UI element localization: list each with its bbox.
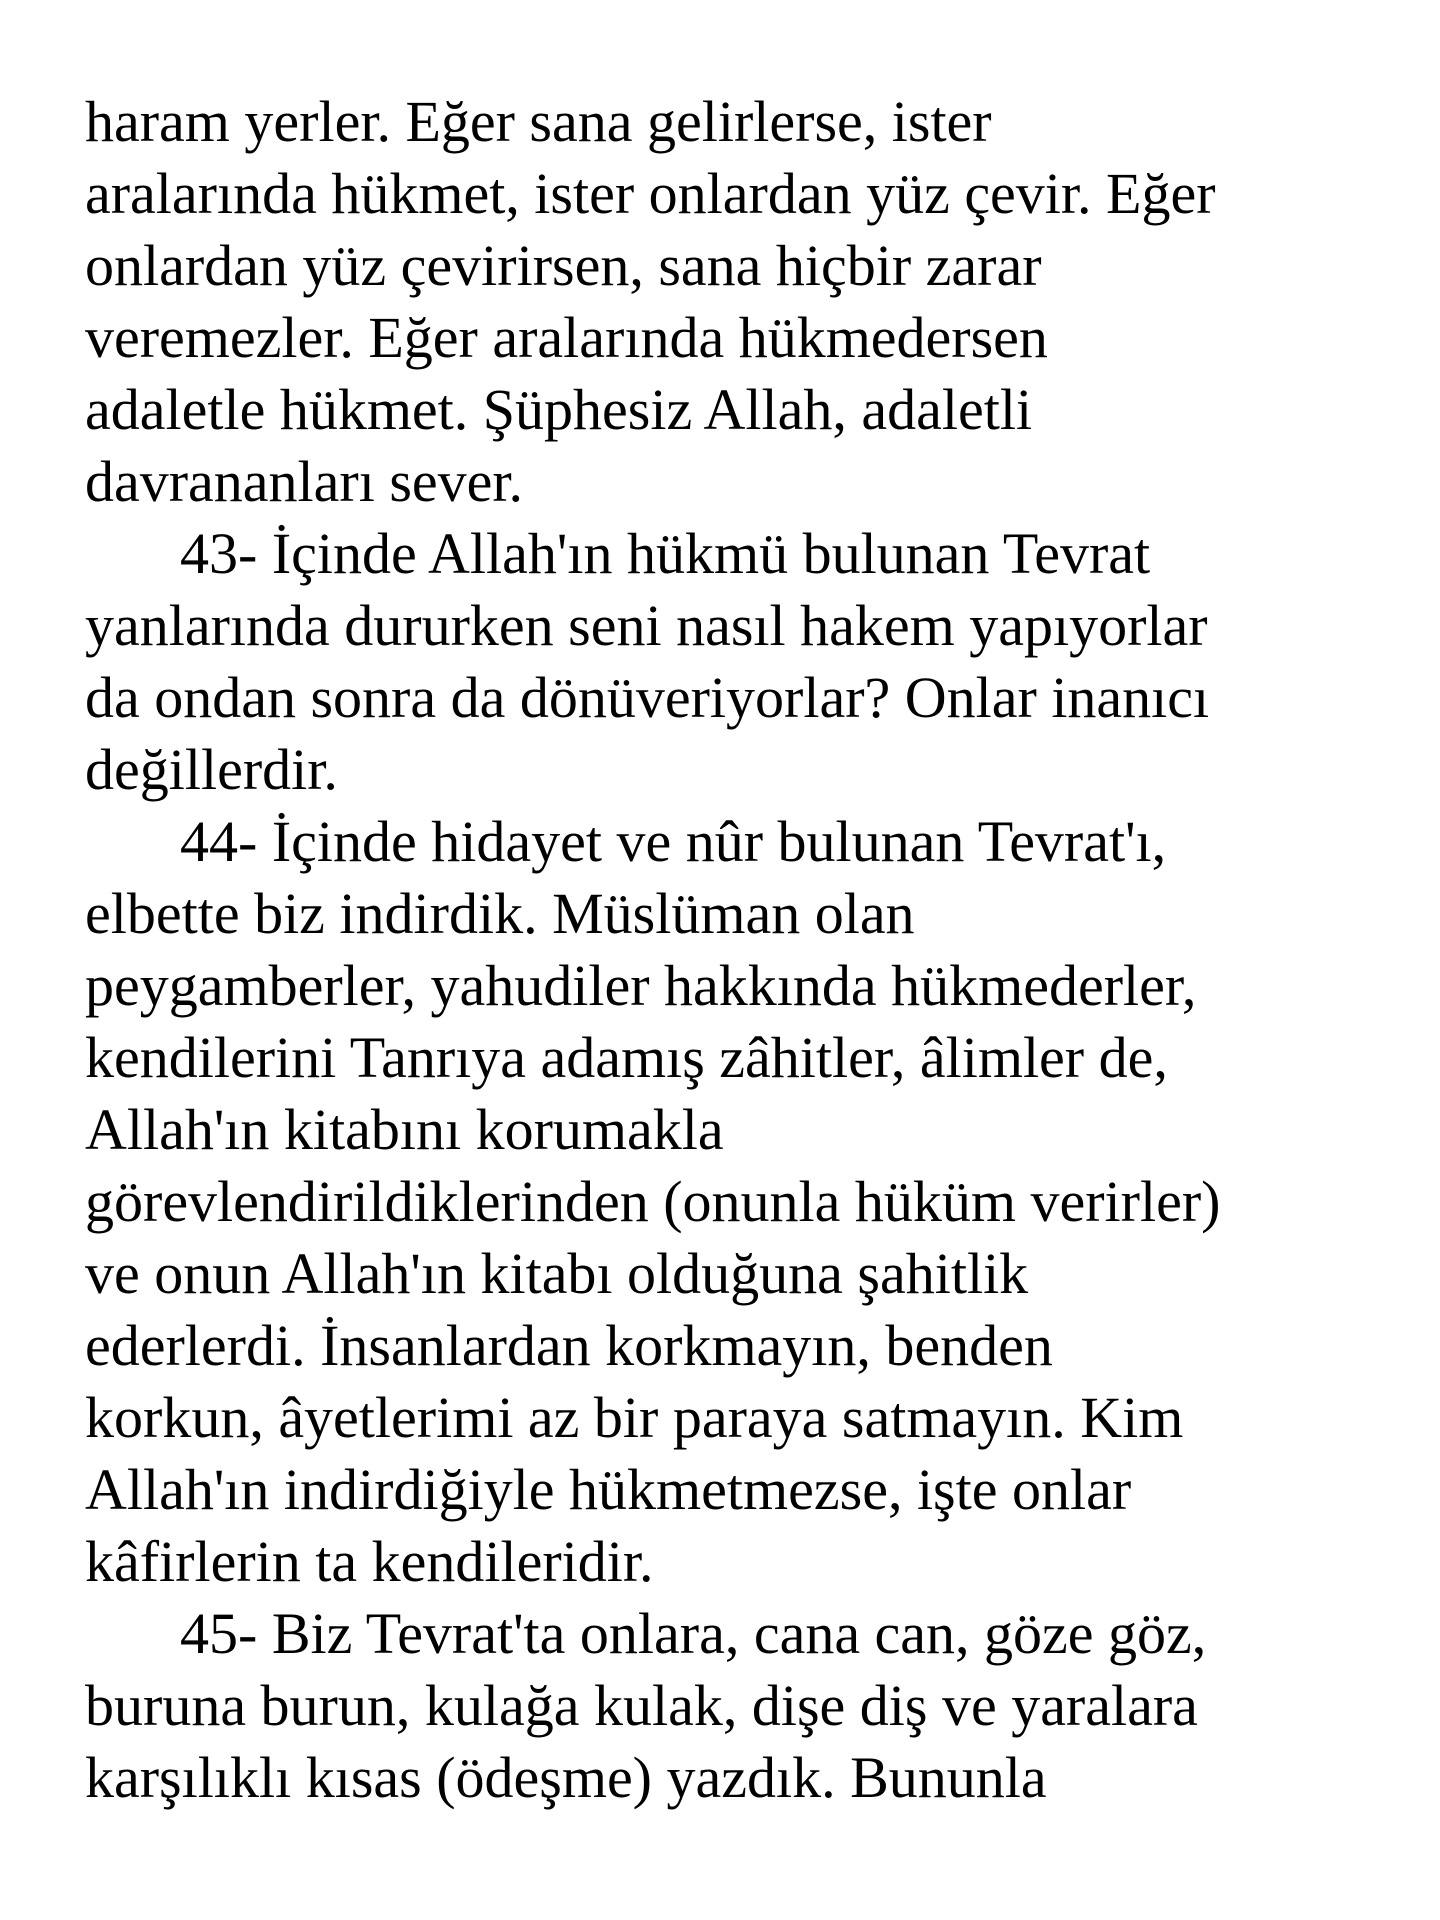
- text-line: kendilerini Tanrıya adamış zâhitler, âlimler de,: [85, 1025, 1168, 1090]
- text-line: ve onun Allah'ın kitabı olduğuna şahitlik: [85, 1241, 1029, 1306]
- paragraph-first-line: 44- İçinde hidayet ve nûr bulunan Tevrat'ı,: [180, 809, 1167, 874]
- text-line: adaletle hükmet. Şüphesiz Allah, adaletli: [85, 377, 1033, 442]
- text-line: Allah'ın kitabını korumakla: [85, 1097, 724, 1162]
- text-line: peygamberler, yahudiler hakkında hükmederler,: [85, 953, 1197, 1018]
- text-line: görevlendirildiklerinden (onunla hüküm verirler): [85, 1169, 1221, 1234]
- text-line: da ondan sonra da dönüveriyorlar? Onlar inanıcı: [85, 665, 1210, 730]
- text-line: korkun, âyetlerimi az bir paraya satmayın. Kim: [85, 1385, 1184, 1450]
- paragraph-first-line: 43- İçinde Allah'ın hükmü bulunan Tevrat: [180, 521, 1151, 586]
- document-page: [85, 86, 1415, 1814]
- text-line: elbette biz indirdik. Müslüman olan: [85, 881, 915, 946]
- text-line: karşılıklı kısas (ödeşme) yazdık. Bununla: [85, 1745, 1047, 1810]
- text-line: aralarında hükmet, ister onlardan yüz çevir. Eğer: [85, 161, 1216, 226]
- text-line: değillerdir.: [85, 737, 338, 802]
- text-line: davrananları sever.: [85, 449, 524, 514]
- text-line: ederlerdi. İnsanlardan korkmayın, benden: [85, 1313, 1053, 1378]
- text-line: buruna burun, kulağa kulak, dişe diş ve yaralara: [85, 1673, 1198, 1738]
- text-line: haram yerler. Eğer sana gelirlerse, ister: [85, 89, 992, 154]
- text-line: yanlarında dururken seni nasıl hakem yapıyorlar: [85, 593, 1208, 658]
- text-line: Allah'ın indirdiğiyle hükmetmezse, işte onlar: [85, 1457, 1132, 1522]
- text-line: onlardan yüz çevirirsen, sana hiçbir zarar: [85, 233, 1042, 298]
- text-line: veremezler. Eğer aralarında hükmedersen: [85, 305, 1048, 370]
- text-line: kâfirlerin ta kendileridir.: [85, 1529, 654, 1594]
- paragraph-first-line: 45- Biz Tevrat'ta onlara, cana can, göze göz,: [180, 1601, 1207, 1666]
